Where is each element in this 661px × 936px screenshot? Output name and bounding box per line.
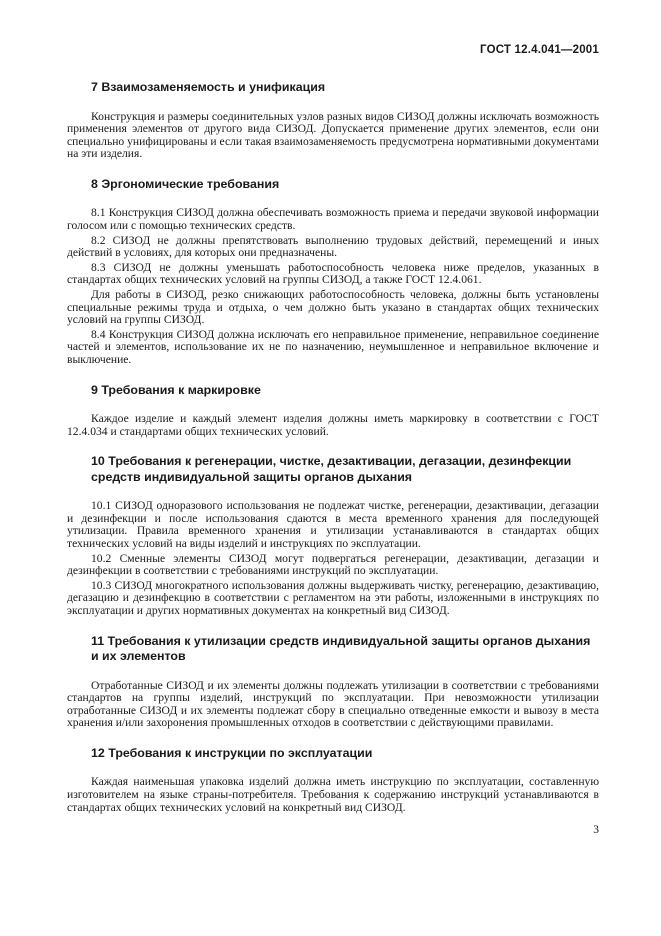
section-11 [67, 633, 599, 730]
paragraph: 8.4 Конструкция СИЗОД должна исключать его неправильное применение, неправильное соединение частей и элементов, использование их не по назначению, неумышленное и неправильное включение и выключение. [67, 327, 599, 366]
section-heading: 11 Требования к утилизации средств индивидуальной защиты органов дыхания и их элементов [91, 633, 591, 664]
paragraph: 10.2 Сменные элементы СИЗОД могут подвергаться регенерации, дезактивации, дегазации и дезинфекции в соответствии с требованиями инструкций по эксплуатации. [67, 551, 599, 578]
paragraph: 8.3 СИЗОД не должны уменьшать работоспособность человека ниже пределов, указанных в стандартах общих технических условий на группы СИЗОД, а также ГОСТ 12.4.061. [67, 260, 599, 287]
paragraph: Отработанные СИЗОД и их элементы должны подлежать утилизации в соответствии с требованиями стандартов на группы изделий, инструкций по эксплуатации. При невозможности утилизации отработанные СИЗОД и их элементы подлежат сбору в специально отведенные емкости и вывозу в места хранения и/или захоронения промышленных отходов в соответствии с действующими правилами. [67, 678, 599, 730]
section-9 [67, 382, 599, 439]
document-body [67, 80, 599, 816]
section-12 [67, 745, 599, 814]
section-heading: 7 Взаимозаменяемость и унификация [91, 80, 326, 94]
paragraph: Конструкция и размеры соединительных узлов разных видов СИЗОД должны исключать возможность применения элементов от другого вида СИЗОД. Допускается применение других элементов, если они специально унифицированы и если такая взаимозаменяемость предусмотрена нормативными документами на эти изделия. [67, 109, 599, 161]
paragraph: 8.2 СИЗОД не должны препятствовать выполнению трудовых действий, перемещений и иных действий в условиях, для которых они предназначены. [67, 233, 599, 260]
paragraph: 10.3 СИЗОД многократного использования должны выдерживать чистку, регенерацию, дезактивацию, дегазацию и дезинфекцию в соответствии с регламентом на эти работы, изложенными в инструкциях по эксплуатации и других нормативных документах на конкретный вид СИЗОД. [67, 578, 599, 617]
paragraph: Каждое изделие и каждый элемент изделия должны иметь маркировку в соответствии с ГОСТ 12.4.034 и стандартами общих технических условий. [67, 412, 599, 438]
section-heading: 8 Эргономические требования [91, 176, 280, 191]
paragraph: 10.1 СИЗОД одноразового использования не подлежат чистке, регенерации, дезактивации, дегазации и дезинфекции и после использования сдаются в места временного хранения для последующей утилизации. Правила временного хранения и утилизации устанавливаются в стандартах общих технических условий на виды изделий и инструкциях по эксплуатации. [67, 499, 599, 550]
section-7 [67, 80, 599, 161]
section-8 [67, 176, 599, 367]
page-number: 3 [593, 824, 599, 836]
section-heading: 9 Требования к маркировке [91, 382, 261, 397]
section-10 [67, 454, 599, 617]
section-heading: 10 Требования к регенерации, чистке, дезактивации, дегазации, дезинфекции средств индивидуальной защиты органов дыхания [91, 454, 572, 484]
paragraph: 8.1 Конструкция СИЗОД должна обеспечивать возможность приема и передачи звуковой информации голосом или с помощью технических средств. [67, 206, 599, 232]
standard-code-header: ГОСТ 12.4.041—2001 [480, 44, 599, 56]
paragraph: Каждая наименьшая упаковка изделий должна иметь инструкцию по эксплуатации, составленную изготовителем на языке страны-потребителя. Требования к содержанию инструкций устанавливаются в стандартах общих технических условий на конкретный вид СИЗОД. [67, 775, 599, 814]
section-heading: 12 Требования к инструкции по эксплуатации [91, 745, 373, 760]
paragraph: Для работы в СИЗОД, резко снижающих работоспособность человека, должны быть установлены специальные режимы труда и отдыха, о чем должно быть указано в стандартах общих технических условий на группы СИЗОД. [67, 287, 599, 327]
